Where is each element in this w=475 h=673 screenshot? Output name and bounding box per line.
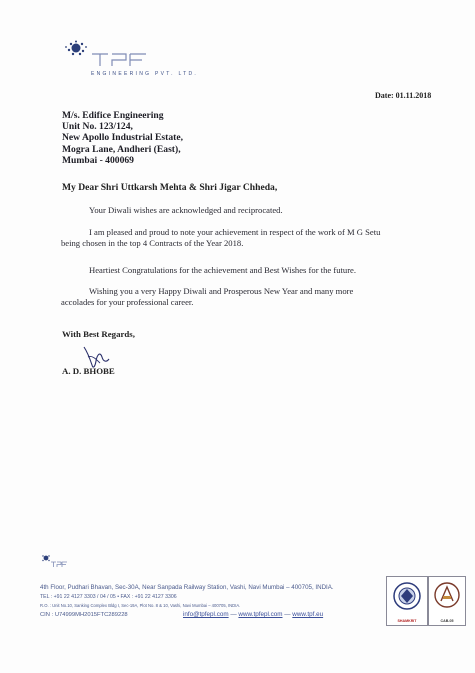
- letterhead-footer: [40, 584, 385, 621]
- website-link[interactable]: www.tpfepl.com: [238, 611, 283, 618]
- paragraph-achievement: [61, 227, 437, 248]
- cab-emblem-icon: [429, 577, 465, 617]
- tpf-logo: [62, 40, 152, 74]
- footer-telephone: TEL : +91 22 4127 3303 / 04 / 05 • FAX : +91 22 4127 3306: [40, 594, 177, 600]
- link-separator: —: [282, 611, 293, 618]
- signer-name: A. D. BHOBE: [62, 366, 115, 376]
- footer-cin: CIN : U74999MH2015FTC289228: [40, 612, 128, 618]
- paragraph-acknowledgement: Your Diwali wishes are acknowledged and reciprocated.: [89, 205, 283, 215]
- paragraph-line: accolades for your professional career.: [61, 296, 194, 307]
- letter-date: Date: 01.11.2018: [375, 91, 432, 100]
- address-line: M/s. Edifice Engineering: [62, 110, 164, 121]
- badge-label: CAB-05: [440, 619, 454, 623]
- paragraph-congratulations: Heartiest Congratulations for the achievement and Best Wishes for the future.: [89, 265, 357, 275]
- paragraph-line: Wishing you a very Happy Diwali and Prosperous New Year and many more: [89, 286, 354, 296]
- closing-line: With Best Regards,: [62, 329, 135, 339]
- paragraph-line: being chosen in the top 4 Contracts of the Year 2018.: [61, 237, 244, 248]
- link-separator: —: [228, 611, 239, 618]
- address-line: Mogra Lane, Andheri (East),: [62, 143, 181, 155]
- footer-address: 4th Floor, Pudhari Bhavan, Sec-30A, Near Sanpada Railway Station, Vashi, Navi Mumbai – 400705, INDIA.: [40, 584, 334, 591]
- footer-cin-row: [40, 611, 385, 621]
- footer-links: [183, 611, 323, 618]
- address-line: New Apollo Industrial Estate,: [62, 132, 183, 144]
- shamkrit-badge: [386, 576, 428, 626]
- company-subtitle: ENGINEERING PVT. LTD.: [91, 71, 199, 77]
- paragraph-line: I am pleased and proud to note your achievement in respect of the work of M G Setu: [89, 227, 381, 237]
- paragraph-wishes: [61, 286, 437, 307]
- shamkrit-emblem-icon: [387, 577, 427, 617]
- certification-badges: [386, 576, 466, 626]
- cab-badge: [428, 576, 466, 626]
- footer-registered-office: R.O. : Unit No.10, Sanking Complex Bldg I, Sec-19A, Plot No. 8 & 10, Vashi, Navi Mumbai – 400705, INDIA.: [40, 603, 241, 608]
- recipient-address: [62, 110, 183, 166]
- address-line: Mumbai - 400069: [62, 154, 134, 166]
- footer-tpf-logo: [40, 554, 70, 576]
- website-link[interactable]: www.tpf.eu: [292, 611, 324, 618]
- email-link[interactable]: info@tpfepl.com: [183, 611, 229, 618]
- badge-label: SHAMKRIT: [397, 619, 417, 623]
- address-line: Unit No. 123/124,: [62, 121, 133, 133]
- salutation: My Dear Shri Uttkarsh Mehta & Shri Jigar Chheda,: [62, 182, 278, 193]
